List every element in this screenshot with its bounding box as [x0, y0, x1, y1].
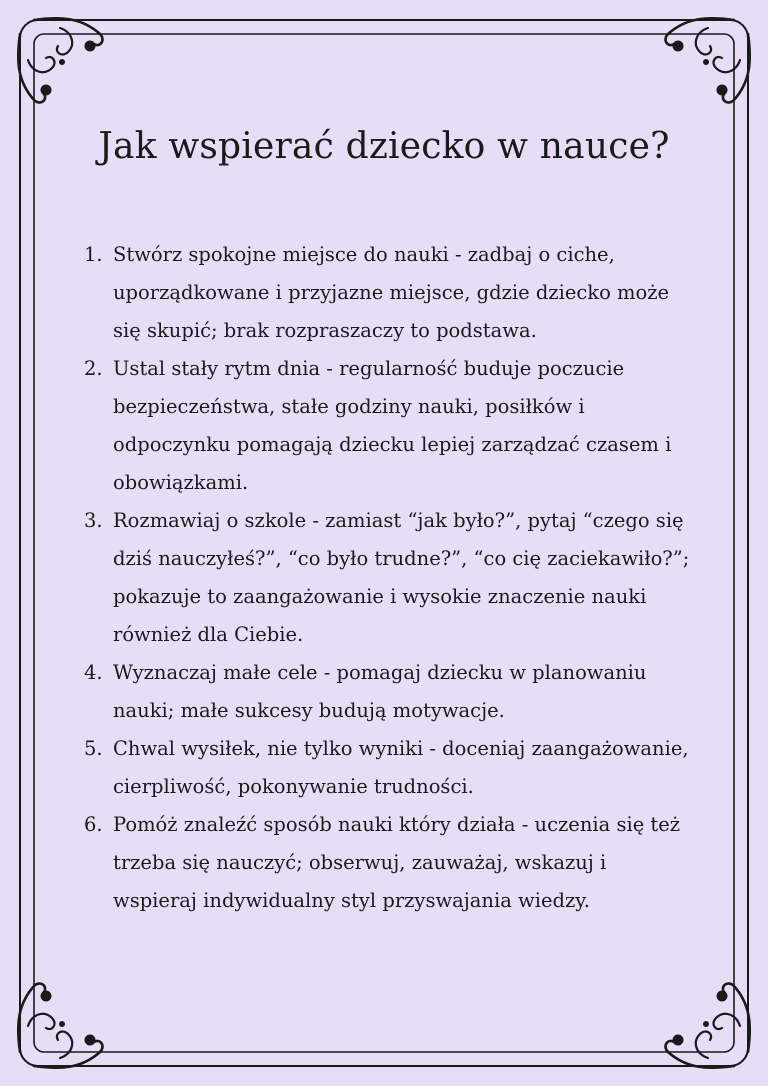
corner-flourish-bottom-left-icon [18, 984, 102, 1068]
item-number: 6. [84, 813, 103, 836]
item-text: Pomóż znaleźć sposób nauki który działa - uczenia się też trzeba się nauczyć; obserwuj, zauważaj, wskazuj i wspieraj indywidualny styl przyswajania wiedzy. [113, 813, 681, 912]
list-item [84, 730, 696, 806]
list-item [84, 350, 696, 502]
item-number: 1. [84, 243, 103, 266]
corner-flourish-top-left-icon [18, 18, 102, 102]
corner-flourish-bottom-right-icon [666, 984, 750, 1068]
item-text: Ustal stały rytm dnia - regularność buduje poczucie bezpieczeństwa, stałe godziny nauki, posiłków i odpoczynku pomagają dziecku lepiej zarządzać czasem i obowiązkami. [113, 357, 672, 494]
list-item [84, 236, 696, 350]
item-text: Wyznaczaj małe cele - pomagaj dziecku w planowaniu nauki; małe sukcesy budują motywacje. [113, 661, 647, 722]
page-title: Jak wspierać dziecko w nauce? [98, 126, 670, 167]
item-text: Rozmawiaj o szkole - zamiast “jak było?”, pytaj “czego się dziś nauczyłeś?”, “co było trudne?”, “co cię zaciekawiło?”; pokazuje to zaangażowanie i wysokie znaczenie nauki również dla Ciebie. [113, 509, 690, 646]
item-text: Stwórz spokojne miejsce do nauki - zadbaj o ciche, uporządkowane i przyjazne miejsce, gdzie dziecko może się skupić; brak rozpraszaczy to podstawa. [113, 243, 670, 342]
list-item [84, 654, 696, 730]
item-number: 2. [84, 357, 103, 380]
list-item [84, 806, 696, 920]
tips-list [84, 236, 696, 920]
list-item [84, 502, 696, 654]
item-number: 5. [84, 737, 103, 760]
item-text: Chwal wysiłek, nie tylko wyniki - doceniaj zaangażowanie, cierpliwość, pokonywanie trudności. [113, 737, 689, 798]
item-number: 3. [84, 509, 103, 532]
item-number: 4. [84, 661, 103, 684]
corner-flourish-top-right-icon [666, 18, 750, 102]
